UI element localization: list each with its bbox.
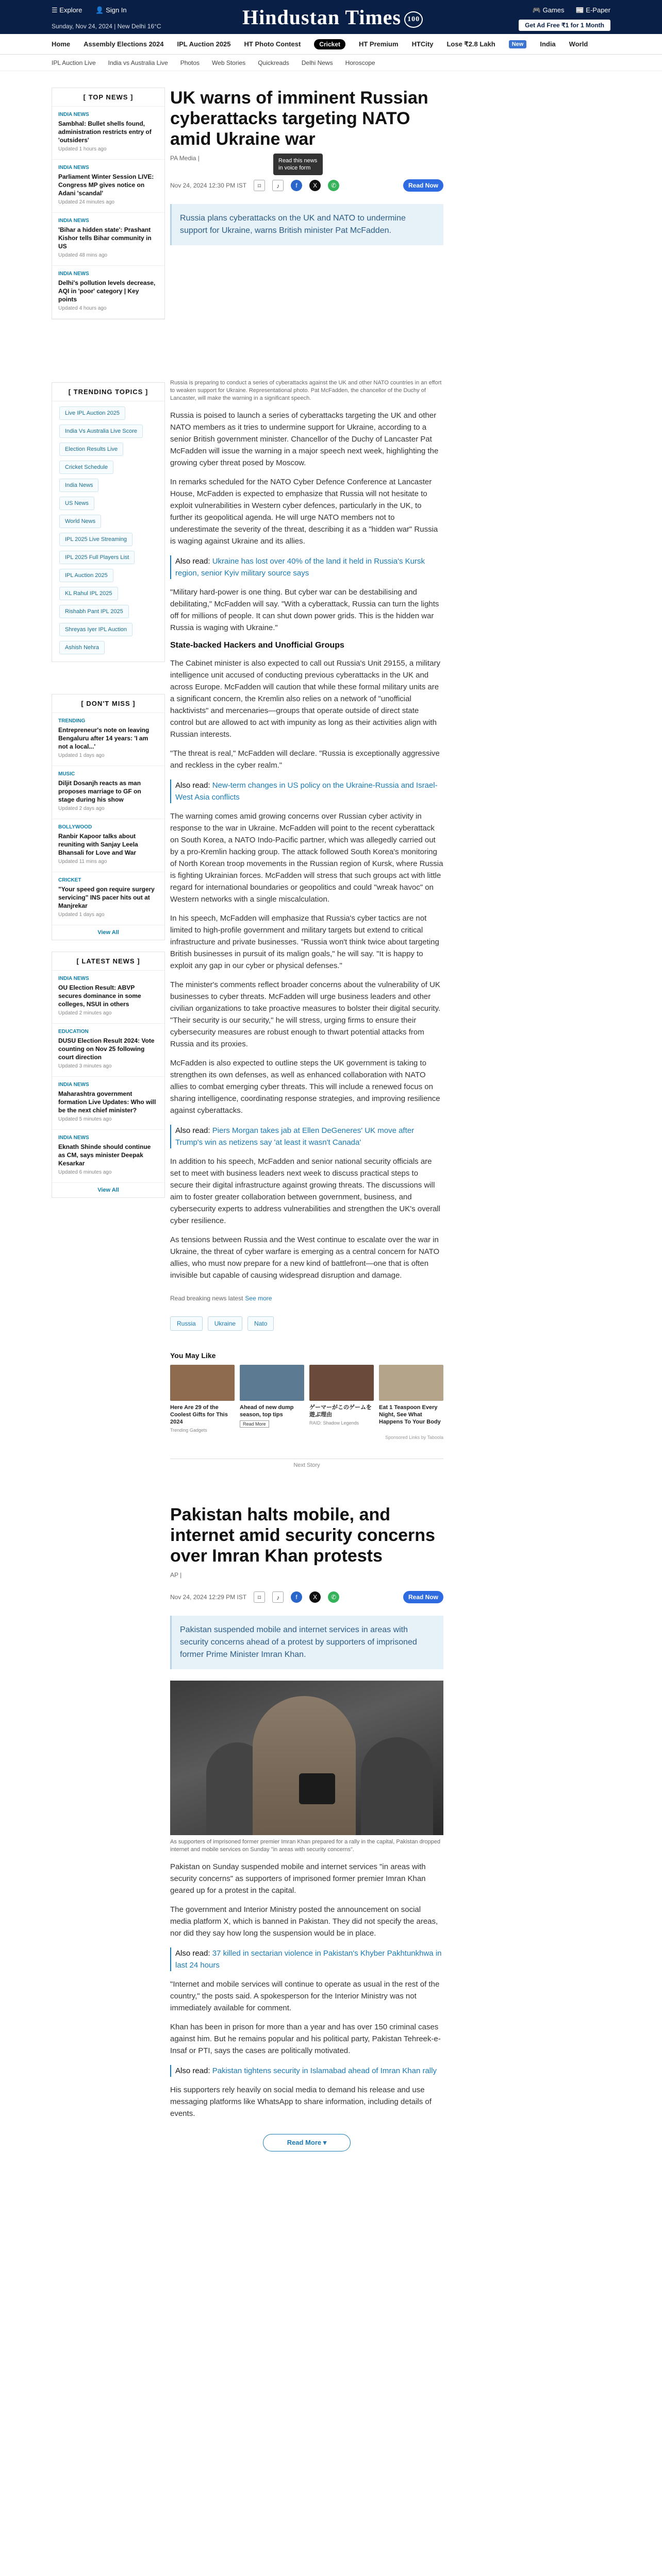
paragraph: Russia is poised to launch a series of cyberattacks targeting the UK and other NATO members as it tries to undermine support for Ukraine, according to a senior British government minister. Chancellor of the Duchy of Lancaster Pat McFadden will issue the warning in a major speech next week, highlighting the growing cyber threat posed by Moscow. [170, 411, 439, 467]
promo-card[interactable]: ゲーマーがこのゲームを遊ぶ理由 RAID: Shadow Legends [309, 1365, 374, 1433]
subscribe-cta[interactable]: Get Ad Free ₹1 for 1 Month [519, 22, 610, 29]
also-read: Also read: 37 killed in sectarian violence in Pakistan's Khyber Pakhtunkhwa in last 24 hours [170, 1947, 443, 1971]
breaking-news-line: Read breaking news latest See more [170, 1295, 272, 1302]
listen-tooltip: Read this news in voice form [273, 154, 323, 175]
also-read: Also read: Ukraine has lost over 40% of the land it held in Russia's Kursk region, senior Kyiv military source says [170, 555, 443, 579]
left-sidebar [52, 88, 165, 1209]
top-header [0, 0, 662, 34]
nav-item[interactable]: Home [52, 40, 71, 48]
promo-image [309, 1365, 374, 1401]
bookmark-icon[interactable]: ⌑ [254, 180, 265, 191]
nav-item[interactable]: HTCity [411, 40, 434, 48]
paragraph: The government and Interior Ministry posted the announcement on social media platform X, which is banned in Pakistan. They did not specify the areas, nor did they say how long the suspension would be in place. [170, 1905, 438, 1938]
subnav-item[interactable]: Quickreads [258, 59, 289, 66]
tag-chip[interactable]: Nato [247, 1316, 274, 1331]
section-title: [ LATEST NEWS ] [52, 952, 164, 971]
you-may-like [170, 1351, 443, 1440]
site-logo[interactable]: Hindustan Times 100 [242, 5, 423, 29]
article-title: Pakistan halts mobile, and internet amid security concerns over Imran Khan protests [170, 1505, 435, 1566]
subnav-item[interactable]: Photos [180, 59, 200, 66]
image-caption: As supporters of imprisoned former premier Imran Khan prepared for a rally in the capital, Pakistan dropped internet and mobile services on Sunday "in areas with security concerns". [170, 1839, 440, 1853]
nav-item-cricket[interactable]: Cricket [314, 39, 345, 49]
top-news-box [52, 88, 165, 319]
topic-chip[interactable]: IPL 2025 Full Players List [59, 551, 135, 564]
paragraph: In his speech, McFadden will emphasize that Russia's cyber tactics are not limited to high-profile government and military targets but extend to critical infrastructure and private businesses. "Russia won't think twice about targeting British businesses in pursuit of its malign goals," he will say. "It is happy to exploit any gap in our cyber or physical defenses." [170, 914, 439, 970]
read-now-button[interactable]: Read Now [403, 1591, 443, 1603]
whatsapp-icon[interactable]: ✆ [328, 1591, 339, 1603]
topic-chip[interactable]: Shreyas Iyer IPL Auction [59, 623, 133, 636]
section-title: [ DON'T MISS ] [52, 694, 164, 713]
subnav-item[interactable]: Web Stories [212, 59, 246, 66]
sign-in-link[interactable]: 👤 Sign In [95, 6, 127, 14]
topic-chip[interactable]: IPL 2025 Live Streaming [59, 533, 133, 546]
nav-item[interactable]: HT Photo Contest [244, 40, 301, 48]
next-story-divider: Next Story [170, 1459, 443, 1468]
view-all-link[interactable]: View All [97, 929, 119, 936]
article-2 [170, 1504, 443, 2151]
see-more-link[interactable]: See more [245, 1295, 272, 1302]
view-all-link[interactable]: View All [97, 1187, 119, 1193]
nav-item[interactable]: IPL Auction 2025 [177, 40, 231, 48]
bookmark-icon[interactable]: ⌑ [254, 1591, 265, 1603]
paragraph: "The threat is real," McFadden will declare. "Russia is exceptionally aggressive and reckless in the cyber realm." [170, 749, 440, 770]
topic-chip[interactable]: Rishabh Pant IPL 2025 [59, 605, 129, 618]
promo-card[interactable]: Ahead of new dump season, top tips Read More [240, 1365, 304, 1433]
topic-chip[interactable]: US News [59, 497, 94, 510]
article-tags [170, 1316, 443, 1331]
topic-chip[interactable]: KL Rahul IPL 2025 [59, 587, 118, 600]
publish-date: Nov 24, 2024 12:30 PM IST [170, 182, 247, 189]
nav-item[interactable]: Lose ₹2.8 Lakh [446, 40, 495, 48]
main-content [170, 88, 443, 2151]
topic-chip[interactable]: IPL Auction 2025 [59, 569, 113, 582]
nav-item[interactable]: World [569, 40, 588, 48]
date-weather: Sunday, Nov 24, 2024 | New Delhi 16°C [52, 23, 161, 30]
list-item[interactable]: MUSIC Diljit Dosanjh reacts as man proposes marriage to GF on stage during his show Updated 2 days ago [52, 766, 164, 819]
section-title: [ TOP NEWS ] [52, 88, 164, 107]
article-body [170, 410, 443, 1281]
image-caption: Russia is preparing to conduct a series of cyberattacks against the UK and other NATO countries in an effort to weaken support for Ukraine. Representational photo. Pat McFadden, the chancellor of the Duchy of Lancaster, will make the warning in a significant speech. [170, 380, 442, 401]
promo-image [240, 1365, 304, 1401]
tag-chip[interactable]: Ukraine [208, 1316, 242, 1331]
primary-nav [0, 34, 662, 55]
tag-chip[interactable]: Russia [170, 1316, 203, 1331]
nav-item[interactable]: HT Premium [358, 40, 399, 48]
facebook-icon[interactable]: f [291, 1591, 302, 1603]
paragraph: Khan has been in prison for more than a year and has over 150 criminal cases against him. But he remains popular and his political party, Pakistan Tehreek-e-Insaf or PTI, says the cases are politically motivated. [170, 2023, 441, 2055]
promo-image [379, 1365, 443, 1401]
explore-menu-button[interactable]: ☰ Explore [52, 6, 82, 14]
article-body [170, 1861, 443, 2120]
read-more-button[interactable]: Read More ▾ [263, 2134, 351, 2151]
list-item[interactable]: INDIA NEWS Sambhal: Bullet shells found, administration restricts entry of 'outsiders' Updated 1 hours ago [52, 107, 164, 160]
article-title: UK warns of imminent Russian cyberattacks targeting NATO amid Ukraine war [170, 88, 428, 149]
topic-chip[interactable]: Live IPL Auction 2025 [59, 406, 125, 420]
list-item[interactable]: TRENDING Entrepreneur's note on leaving Bengaluru after 14 years: 'I am not a local...' Updated 1 days ago [52, 713, 164, 766]
list-item[interactable]: INDIA NEWS Maharashtra government formation Live Updates: Who will be the next chief minister? Updated 5 minutes ago [52, 1077, 164, 1130]
byline: AP | [170, 1571, 182, 1579]
subnav-item[interactable]: Horoscope [345, 59, 375, 66]
also-read: Also read: New-term changes in US policy on the Ukraine-Russia and Israel-West Asia conflicts [170, 779, 443, 803]
article-summary: Pakistan suspended mobile and internet services in areas with security concerns ahead of a protest by supporters of imprisoned former Prime Minister Imran Khan. [170, 1616, 443, 1669]
section-title: [ TRENDING TOPICS ] [52, 383, 164, 401]
x-icon[interactable]: X [309, 180, 321, 191]
read-more-button[interactable]: Read More [240, 1420, 269, 1428]
ad-slot [170, 245, 443, 379]
new-badge: New [509, 40, 527, 48]
whatsapp-icon[interactable]: ✆ [328, 180, 339, 191]
also-read: Also read: Piers Morgan takes jab at Ellen DeGeneres' UK move after Trump's win as netizens say 'at least it wasn't Canada' [170, 1125, 443, 1148]
promo-image [170, 1365, 235, 1401]
sponsored-label: Sponsored Links by Taboola [385, 1435, 443, 1440]
facebook-icon[interactable]: f [291, 180, 302, 191]
article-photo [170, 1681, 443, 1835]
dont-miss-box [52, 694, 165, 940]
subnav-item[interactable]: Delhi News [301, 59, 333, 66]
topic-chip[interactable]: World News [59, 515, 101, 528]
paragraph: McFadden is also expected to outline steps the UK government is taking to strengthen its own defenses, as well as enhanced collaboration with NATO allies to combat emerging cyber threats. This will include a renewed focus on sharing intelligence, coordinating response strategies, and improving resilience against cyberattacks. [170, 1059, 440, 1115]
topic-chip[interactable]: Ashish Nehra [59, 641, 105, 654]
topic-chip[interactable]: India News [59, 479, 98, 492]
topic-chip[interactable]: Election Results Live [59, 443, 123, 456]
paragraph: In addition to his speech, McFadden and senior national security officials are set to meet with business leaders next week to discuss practical steps to secure their digital infrastructure against growing threats. The discussions will aim to foster greater collaboration between government, business, and cybersecurity experts to address vulnerabilities and strengthen the UK's overall cyber resilience. [170, 1157, 440, 1225]
x-icon[interactable]: X [309, 1591, 321, 1603]
article-summary: Russia plans cyberattacks on the UK and NATO to undermine support for Ukraine, warns British minister Pat McFadden. [170, 204, 443, 245]
paragraph: "Military hard-power is one thing. But cyber war can be destabilising and debilitating," McFadden will say. "With a cyberattack, Russia can turn the lights off for millions of people. It can shut down power grids. This is the hidden war Russia is waging with Ukraine." [170, 588, 439, 632]
logo-badge: 100 [404, 11, 423, 28]
list-item[interactable]: INDIA NEWS 'Bihar a hidden state': Prashant Kishor tells Bihar community in US Updated 48 mins ago [52, 213, 164, 266]
nav-item[interactable]: Assembly Elections 2024 [84, 40, 164, 48]
games-link[interactable]: 🎮 Games [532, 6, 565, 14]
secondary-nav [0, 55, 662, 71]
paragraph: In remarks scheduled for the NATO Cyber Defence Conference at Lancaster House, McFadden is expected to emphasize that Russia will not hesitate to exploit vulnerabilities in Western cyber defences, particularly in the UK, to further its geopolitical agenda. He will urge NATO members not to underestimate the severity of the threat, describing it as a "hidden war" Russia is waging against Ukraine and its allies. [170, 478, 438, 546]
paragraph: "Internet and mobile services will continue to operate as usual in the rest of the country," the posts said. A spokesperson for the Interior Ministry was not immediately available for comment. [170, 1980, 440, 2012]
list-item[interactable]: INDIA NEWS Parliament Winter Session LIVE: Congress MP gives notice on Adani 'scandal' Updated 24 minutes ago [52, 160, 164, 213]
subnav-item[interactable]: India vs Australia Live [108, 59, 168, 66]
also-read-link[interactable]: 37 killed in sectarian violence in Pakistan's Khyber Pakhtunkhwa in last 24 hours [175, 1949, 442, 1970]
nav-item[interactable]: India [540, 40, 556, 48]
promo-card[interactable]: Eat 1 Teaspoon Every Night, See What Happens To Your Body [379, 1365, 443, 1433]
section-title: You May Like [170, 1351, 216, 1360]
also-read-link[interactable]: Piers Morgan takes jab at Ellen DeGeneres' UK move after Trump's win as netizens say 'at least it wasn't Canada' [175, 1126, 415, 1147]
epaper-link[interactable]: 📰 E-Paper [575, 6, 610, 14]
article-meta-bar [170, 179, 443, 192]
paragraph: The minister's comments reflect broader concerns about the vulnerability of UK businesses to cyber threats. McFadden will urge business leaders and other civilian organizations to take proactive measures to bolster their digital security. "Their security is our security," he will stress, urging firms to ensure their cybersecurity measures are robust enough to thwart potential attacks from Russia and its proxies. [170, 980, 441, 1048]
also-read-link[interactable]: New-term changes in US policy on the Ukraine-Russia and Israel-West Asia conflicts [175, 781, 438, 802]
article-meta-bar [170, 1591, 443, 1603]
list-item[interactable]: INDIA NEWS Delhi's pollution levels decrease, AQI in 'poor' category | Key points Updated 4 hours ago [52, 266, 164, 319]
topic-chip[interactable]: Cricket Schedule [59, 461, 113, 474]
promo-card[interactable]: Here Are 29 of the Coolest Gifts for This 2024 Trending Gadgets [170, 1365, 235, 1433]
also-read: Also read: Pakistan tightens security in Islamabad ahead of Imran Khan rally [170, 2065, 443, 2077]
list-item[interactable]: INDIA NEWS OU Election Result: ABVP secures dominance in some colleges, NSUI in others Updated 2 minutes ago [52, 971, 164, 1024]
paragraph: As tensions between Russia and the West continue to escalate over the war in Ukraine, the threat of cyber warfare is emerging as a central concern for NATO allies, who must now prepare for a new kind of battlefront—one that is often invisible but capable of causing widespread disruption and damage. [170, 1235, 440, 1280]
topic-chip[interactable]: India Vs Australia Live Score [59, 425, 143, 438]
subnav-item[interactable]: IPL Auction Live [52, 59, 96, 66]
paragraph: The warning comes amid growing concerns over Russian cyber activity in response to the war in Ukraine. McFadden will point to the recent cyberattack on South Korea, a NATO Indo-Pacific partner, which was allegedly carried out by a pro-Kremlin hacking group. The attack followed South Korea's monitoring of North Korean troop movements in the Russian region of Kursk, where Russia is fighting Ukrainian forces. McFadden will stress that such groups act with little regard for international boundaries or geopolitics and could "wreak havoc" on Western networks with a single miscalculation. [170, 812, 443, 904]
publish-date: Nov 24, 2024 12:29 PM IST [170, 1594, 247, 1601]
list-item[interactable]: EDUCATION DUSU Election Result 2024: Vote counting on Nov 25 following court direction Updated 3 minutes ago [52, 1024, 164, 1077]
also-read-link[interactable]: Pakistan tightens security in Islamabad ahead of Imran Khan rally [212, 2066, 437, 2075]
trending-topics-box [52, 382, 165, 662]
list-item[interactable]: INDIA NEWS Eknath Shinde should continue as CM, says minister Deepak Kesarkar Updated 6 minutes ago [52, 1130, 164, 1183]
paragraph: Pakistan on Sunday suspended mobile and internet services "in areas with security concerns" as supporters of imprisoned former premier Imran Khan geared up for a protest in the capital. [170, 1862, 426, 1895]
article-1 [170, 88, 443, 245]
read-now-button[interactable]: Read Now [403, 179, 443, 192]
paragraph: The Cabinet minister is also expected to call out Russia's Unit 29155, a military intelligence unit accused of conducting previous cyberattacks in the UK and across Europe. McFadden will caution that while these formal military units are a significant concern, the Kremlin also relies on a network of "unofficial hacktivists" and mercenaries—groups that operate outside of direct state control but are allowed to act with impunity as long as their activities align with Russian interests. [170, 659, 440, 739]
listen-icon[interactable]: ♪ [272, 1591, 284, 1603]
also-read-link[interactable]: Ukraine has lost over 40% of the land it held in Russia's Kursk region, senior Kyiv military source says [175, 557, 425, 578]
latest-news-box [52, 952, 165, 1198]
subheading: State-backed Hackers and Unofficial Groups [170, 641, 344, 650]
byline: PA Media | [170, 155, 200, 162]
listen-icon[interactable]: ♪ [272, 180, 284, 191]
list-item[interactable]: BOLLYWOOD Ranbir Kapoor talks about reuniting with Sanjay Leela Bhansali for Love and War Updated 11 mins ago [52, 819, 164, 872]
list-item[interactable]: CRICKET "Your speed gon require surgery servicing" INS pacer hits out at Manjrekar Updated 1 days ago [52, 872, 164, 925]
paragraph: His supporters rely heavily on social media to demand his release and use messaging platforms like WhatsApp to share information, including details of events. [170, 2086, 432, 2118]
